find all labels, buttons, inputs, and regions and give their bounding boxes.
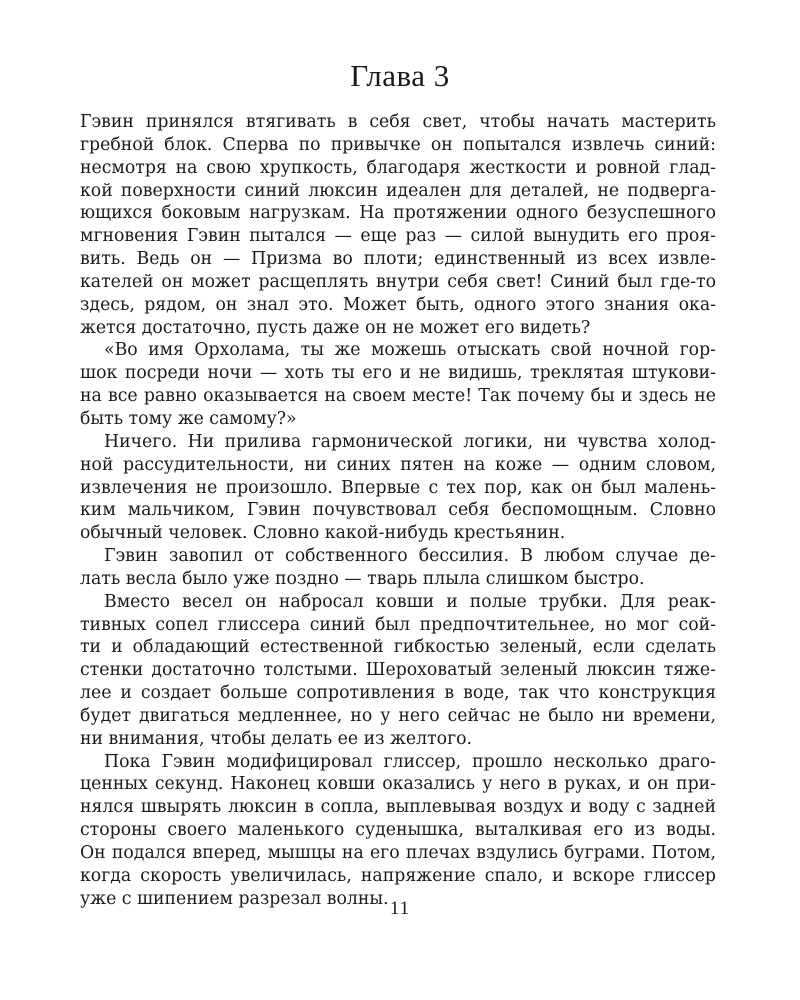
- text-line: Пока Гэвин модифицировал глиссер, прошло несколько драго-: [104, 751, 716, 772]
- text-line: кателей он может расщеплять внутри себя свет! Синий был где-то: [80, 271, 716, 292]
- text-line: шок посреди ночи — хоть ты его и не видишь, треклятая штукови-: [80, 363, 716, 384]
- text-line: «Во имя Орхолама, ты же можешь отыскать свой ночной гор-: [104, 340, 716, 361]
- text-line: ким мальчиком, Гэвин почувствовал себя беспомощным. Словно: [80, 500, 716, 521]
- text-line: вить. Ведь он — Призма во плоти; единственный из всех извле-: [80, 249, 716, 270]
- paragraph-3: [80, 431, 716, 545]
- text-line: нялся швырять люксин в сопла, выплевывая воздух и воду с задней: [80, 797, 716, 818]
- text-line: уже с шипением разрезал волны.: [80, 888, 389, 909]
- text-line: извлечения не произошло. Впервые с тех пор, как он был малень-: [80, 477, 716, 498]
- paragraph-2: [80, 339, 716, 430]
- paragraph-6: [80, 751, 716, 911]
- text-line: гребной блок. Сперва по привычке он попытался извлечь синий:: [80, 134, 716, 155]
- text-line: мгновения Гэвин пытался — еще раз — силой вынудить его проя-: [80, 226, 716, 247]
- text-line: на все равно оказывается на своем месте! Так почему бы и здесь не: [80, 386, 716, 407]
- text-line: обычный человек. Словно какой-нибудь крестьянин.: [80, 523, 566, 544]
- paragraph-4: [80, 545, 716, 591]
- text-line: Гэвин завопил от собственного бессилия. В любом случае де-: [104, 546, 716, 567]
- text-line: Гэвин принялся втягивать в себя свет, чтобы начать мастерить: [80, 112, 716, 132]
- text-line: лее и создает больше сопротивления в воде, так что конструкция: [80, 683, 716, 704]
- text-line: ни внимания, чтобы делать ее из желтого.: [80, 728, 473, 749]
- text-line: Вместо весел он набросал ковши и полые трубки. Для реак-: [104, 591, 716, 612]
- text-line: жется достаточно, пусть даже он не может его видеть?: [80, 317, 591, 338]
- text-line: стенки достаточно толстыми. Шероховатый зеленый люксин тяже-: [80, 660, 716, 681]
- text-line: здесь, рядом, он знал это. Может быть, одного этого знания ока-: [80, 294, 716, 315]
- text-line: будет двигаться медленнее, но у него сейчас не было ни времени,: [80, 705, 716, 726]
- text-line: ти и обладающий естественной гибкостью зеленый, если сделать: [80, 637, 716, 658]
- text-line: Ничего. Ни прилива гармонической логики, ни чувства холод-: [104, 431, 716, 452]
- paragraph-1: [80, 111, 716, 339]
- text-line: ценных секунд. Наконец ковши оказались у него в руках, и он при-: [80, 774, 716, 795]
- text-line: лать весла было уже поздно — тварь плыла слишком быстро.: [80, 568, 645, 589]
- text-line: стороны своего маленького суденышка, выталкивая его из воды.: [80, 820, 716, 841]
- page-number: 11: [389, 898, 411, 919]
- body-text: [80, 111, 716, 911]
- text-line: ющихся боковым нагрузкам. На протяжении одного безуспешного: [80, 203, 716, 224]
- text-line: быть тому же самому?»: [80, 408, 297, 429]
- text-line: кой поверхности синий люксин идеален для деталей, не подверга-: [80, 180, 716, 201]
- text-line: Он подался вперед, мышцы на его плечах вздулись буграми. Потом,: [80, 843, 716, 863]
- chapter-title: Глава 3: [350, 58, 450, 93]
- text-line: тивных сопел глиссера синий был предпочтительнее, но мог сой-: [80, 614, 716, 635]
- text-line: когда скорость увеличилась, напряжение спало, и вскоре глиссер: [80, 865, 716, 886]
- text-line: несмотря на свою хрупкость, благодаря жесткости и ровной глад-: [80, 157, 716, 178]
- paragraph-5: [80, 591, 716, 751]
- text-line: ной рассудительности, ни синих пятен на коже — одним словом,: [80, 454, 716, 475]
